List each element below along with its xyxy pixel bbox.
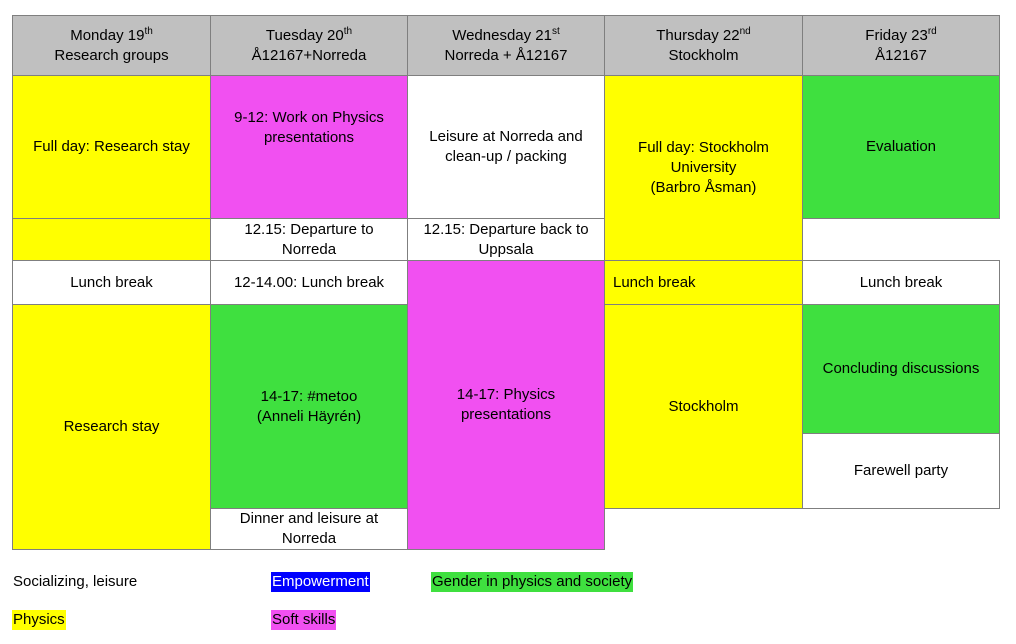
monday-location: Research groups xyxy=(54,46,169,64)
fri-concluding-cell xyxy=(802,304,1000,434)
tuesday-suffix: th xyxy=(343,25,353,37)
mon-full-day-text: Full day: Research stay xyxy=(33,138,190,155)
thursday-location: Stockholm xyxy=(668,46,739,64)
mon-research-text: Research stay xyxy=(63,418,160,435)
wed-departure-cell xyxy=(407,218,605,261)
header-wednesday xyxy=(407,15,605,76)
mon-research-cell xyxy=(12,304,211,550)
legend-socializing: Socializing, leisure xyxy=(13,573,138,590)
wed-leisure-text: Leisure at Norreda and clean-up / packing xyxy=(429,128,583,165)
fri-concluding-text: Concluding discussions xyxy=(822,360,980,377)
wed-leisure-cell xyxy=(407,75,605,219)
header-friday xyxy=(802,15,1000,76)
wed-presentations-text: 14-17: Physics presentations xyxy=(456,386,556,423)
thu-full-day-text: Full day: Stockholm University (Barbro Åsman) xyxy=(638,139,769,196)
tue-metoo-cell xyxy=(210,304,408,509)
tue-work-text: 9-12: Work on Physics presentations xyxy=(234,109,384,146)
legend-gender: Gender in physics and society xyxy=(432,573,633,590)
legend-physics: Physics xyxy=(13,611,65,628)
tuesday-location: Å12167+Norreda xyxy=(251,46,367,64)
wed-departure-text: 12.15: Departure back to Uppsala xyxy=(423,220,589,258)
fri-farewell-cell xyxy=(802,433,1000,509)
tue-work-cell xyxy=(210,75,408,219)
thursday-suffix: nd xyxy=(739,25,751,37)
tue-lunch-cell xyxy=(210,260,408,305)
header-tuesday xyxy=(210,15,408,76)
friday-suffix: rd xyxy=(927,25,937,37)
thu-lunch-text: Lunch break xyxy=(613,273,696,291)
tue-dinner-cell xyxy=(210,508,408,550)
thursday-day: Thursday 22 xyxy=(656,26,740,44)
friday-location: Å12167 xyxy=(875,46,927,64)
wednesday-location: Norreda + Å12167 xyxy=(444,46,568,64)
mon-full-day-cell xyxy=(12,75,211,219)
monday-day: Monday 19 xyxy=(70,26,145,44)
mon-lunch-text: Lunch break xyxy=(70,273,153,291)
mon-lunch-cell xyxy=(12,260,211,305)
fri-evaluation-text: Evaluation xyxy=(865,138,937,155)
legend-soft-skills: Soft skills xyxy=(272,611,336,628)
tue-departure-cell xyxy=(210,218,408,261)
fri-evaluation-cell xyxy=(802,75,1000,219)
thu-full-day-cell xyxy=(604,75,803,261)
thu-stockholm-text: Stockholm xyxy=(668,397,739,415)
fri-lunch-cell xyxy=(802,260,1000,305)
monday-suffix: th xyxy=(144,25,153,37)
wed-presentations-cell xyxy=(407,260,605,550)
mon-empty-cell xyxy=(12,218,211,261)
tue-lunch-text: 12-14.00: Lunch break xyxy=(233,273,385,291)
wednesday-day: Wednesday 21 xyxy=(452,26,552,44)
legend-empowerment: Empowerment xyxy=(272,573,369,590)
thu-lunch-cell xyxy=(604,260,803,305)
tue-dinner-text: Dinner and leisure at Norreda xyxy=(239,510,379,547)
header-monday xyxy=(12,15,211,76)
wednesday-suffix: st xyxy=(552,25,560,37)
fri-farewell-text: Farewell party xyxy=(853,462,949,479)
tue-metoo-text: 14-17: #metoo (Anneli Häyrén) xyxy=(256,387,362,425)
fri-lunch-text: Lunch break xyxy=(859,273,943,291)
tuesday-day: Tuesday 20 xyxy=(265,26,344,44)
header-thursday xyxy=(604,15,803,76)
tue-departure-text: 12.15: Departure to Norreda xyxy=(244,220,374,258)
thu-stockholm-cell xyxy=(604,304,803,509)
friday-day: Friday 23 xyxy=(865,26,928,44)
